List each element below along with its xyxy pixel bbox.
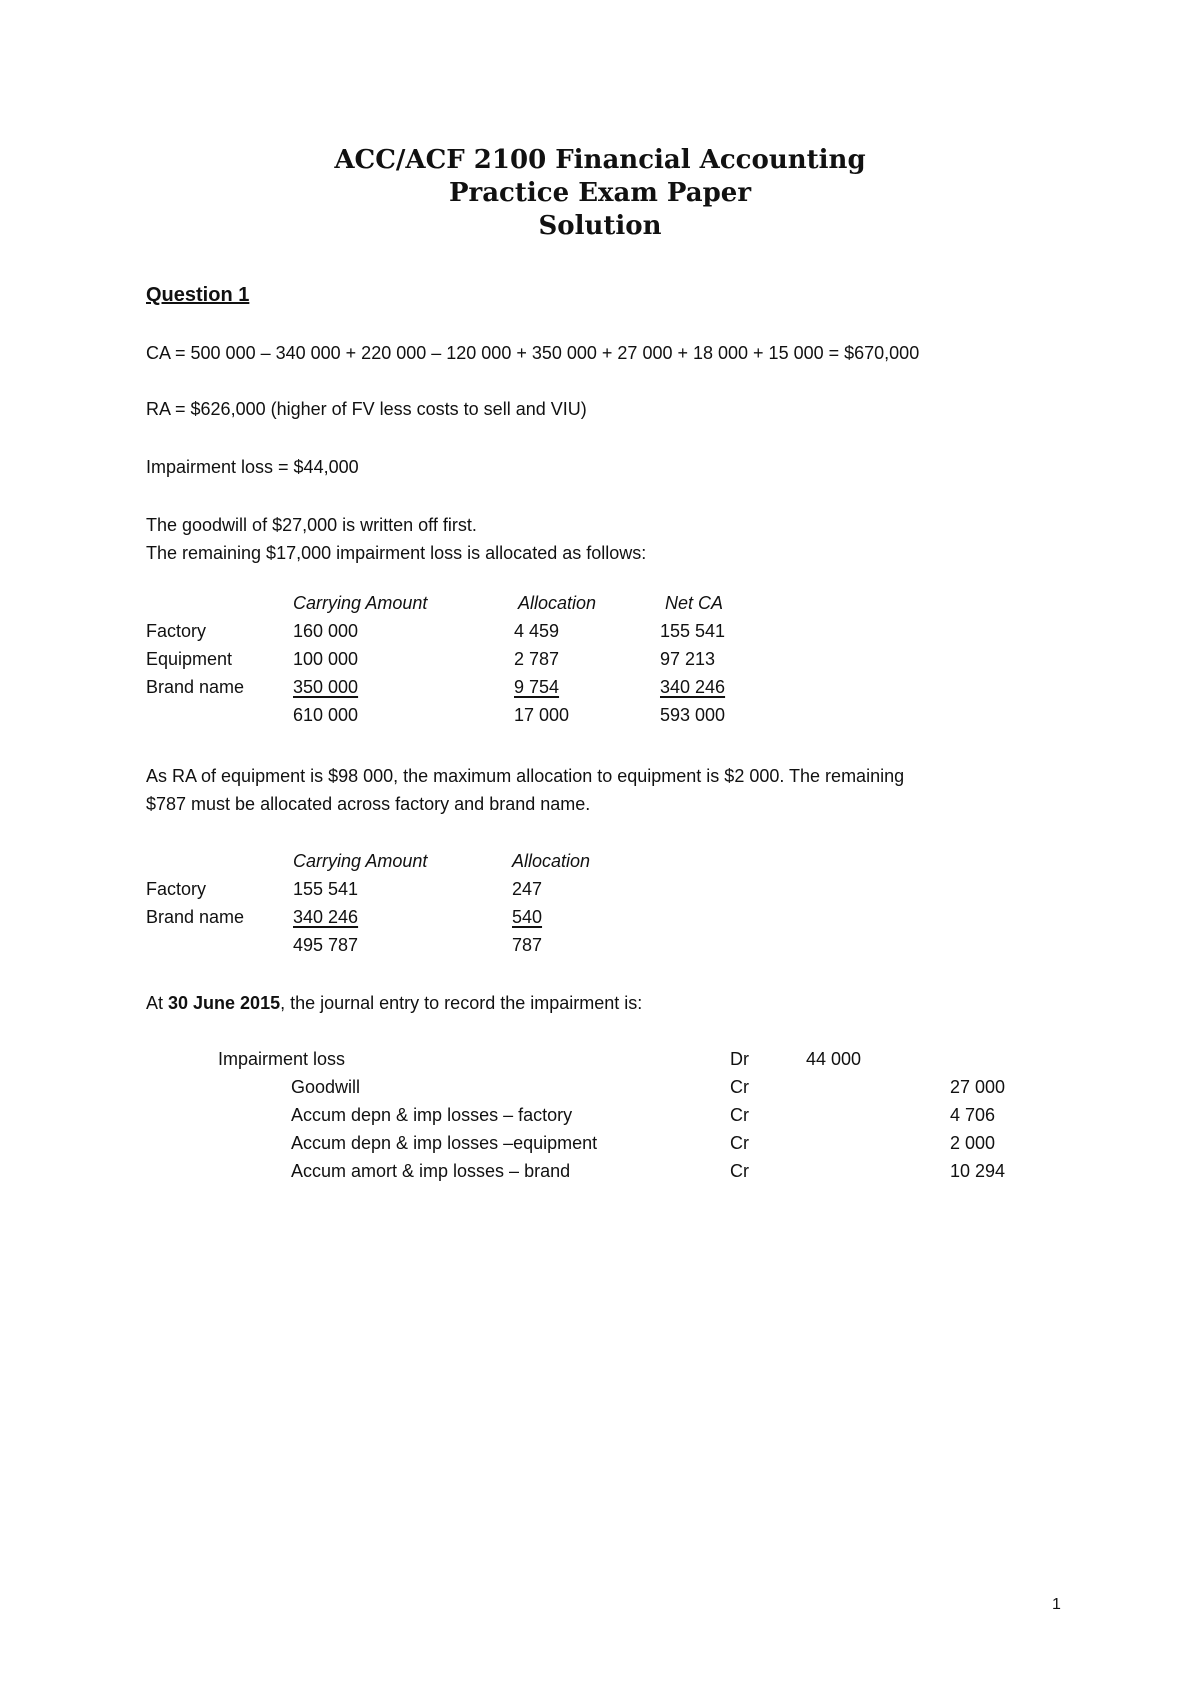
row-carrying-amount: 340 246 <box>293 907 359 927</box>
row-carrying-amount: 155 541 <box>293 879 359 899</box>
impairment-loss-statement: Impairment loss = $44,000 <box>146 457 359 477</box>
header-carrying-amount: Carrying Amount <box>293 593 428 613</box>
header-net-ca: Net CA <box>665 593 724 613</box>
question-heading: Question 1 <box>146 284 250 306</box>
row-carrying-amount: 350 000 <box>293 677 359 697</box>
journal-credit: 4 706 <box>950 1105 996 1125</box>
ra-statement: RA = $626,000 (higher of FV less costs to sell and VIU) <box>146 399 587 419</box>
row-net-ca: 155 541 <box>660 621 726 641</box>
title-paper: Practice Exam Paper <box>448 178 752 208</box>
header-allocation: Allocation <box>512 851 591 871</box>
title-course: ACC/ACF 2100 Financial Accounting <box>334 145 866 175</box>
header-allocation: Allocation <box>518 593 597 613</box>
total-carrying-amount: 610 000 <box>293 705 359 725</box>
title-solution: Solution <box>538 211 662 241</box>
journal-account: Impairment loss <box>218 1049 346 1069</box>
journal-credit: 10 294 <box>950 1161 1006 1181</box>
row-allocation: 9 754 <box>514 677 560 697</box>
ca-calculation: CA = 500 000 – 340 000 + 220 000 – 120 000 + 350 000 + 27 000 + 18 000 + 15 000 = $670,000 <box>146 343 920 363</box>
journal-dr-cr: Dr <box>730 1049 749 1069</box>
equipment-note-line1: As RA of equipment is $98 000, the maximum allocation to equipment is $2 000. The remaining <box>146 766 905 786</box>
goodwill-statement: The goodwill of $27,000 is written off first. <box>146 515 477 535</box>
journal-account: Accum amort & imp losses – brand <box>291 1161 571 1181</box>
total-net-ca: 593 000 <box>660 705 726 725</box>
journal-credit: 27 000 <box>950 1077 1006 1097</box>
journal-credit: 2 000 <box>950 1133 996 1153</box>
journal-dr-cr: Cr <box>730 1077 749 1097</box>
row-label: Factory <box>146 621 207 641</box>
journal-intro-suffix: , the journal entry to record the impairment is: <box>280 993 643 1013</box>
row-label: Brand name <box>146 907 245 927</box>
equipment-note-line2: $787 must be allocated across factory and brand name. <box>146 794 591 814</box>
row-allocation: 247 <box>512 879 543 899</box>
row-allocation: 540 <box>512 907 543 927</box>
journal-account: Goodwill <box>291 1077 361 1097</box>
remaining-statement: The remaining $17,000 impairment loss is allocated as follows: <box>146 543 647 563</box>
row-net-ca: 340 246 <box>660 677 726 697</box>
row-carrying-amount: 100 000 <box>293 649 359 669</box>
header-carrying-amount: Carrying Amount <box>293 851 428 871</box>
journal-intro <box>146 992 642 1014</box>
journal-intro-prefix: At <box>146 993 169 1013</box>
row-allocation: 4 459 <box>514 621 560 641</box>
row-label: Equipment <box>146 649 233 669</box>
journal-account: Accum depn & imp losses – factory <box>291 1105 573 1125</box>
journal-debit: 44 000 <box>806 1049 862 1069</box>
journal-account: Accum depn & imp losses –equipment <box>291 1133 598 1153</box>
total-carrying-amount: 495 787 <box>293 935 359 955</box>
row-allocation: 2 787 <box>514 649 560 669</box>
row-label: Brand name <box>146 677 245 697</box>
row-carrying-amount: 160 000 <box>293 621 359 641</box>
journal-dr-cr: Cr <box>730 1161 749 1181</box>
journal-date: 30 June 2015 <box>168 993 281 1013</box>
journal-dr-cr: Cr <box>730 1105 749 1125</box>
total-allocation: 17 000 <box>514 705 570 725</box>
document-title <box>0 144 1200 243</box>
row-label: Factory <box>146 879 207 899</box>
total-allocation: 787 <box>512 935 543 955</box>
journal-dr-cr: Cr <box>730 1133 749 1153</box>
row-net-ca: 97 213 <box>660 649 716 669</box>
page-number: 1 <box>1052 1596 1061 1613</box>
